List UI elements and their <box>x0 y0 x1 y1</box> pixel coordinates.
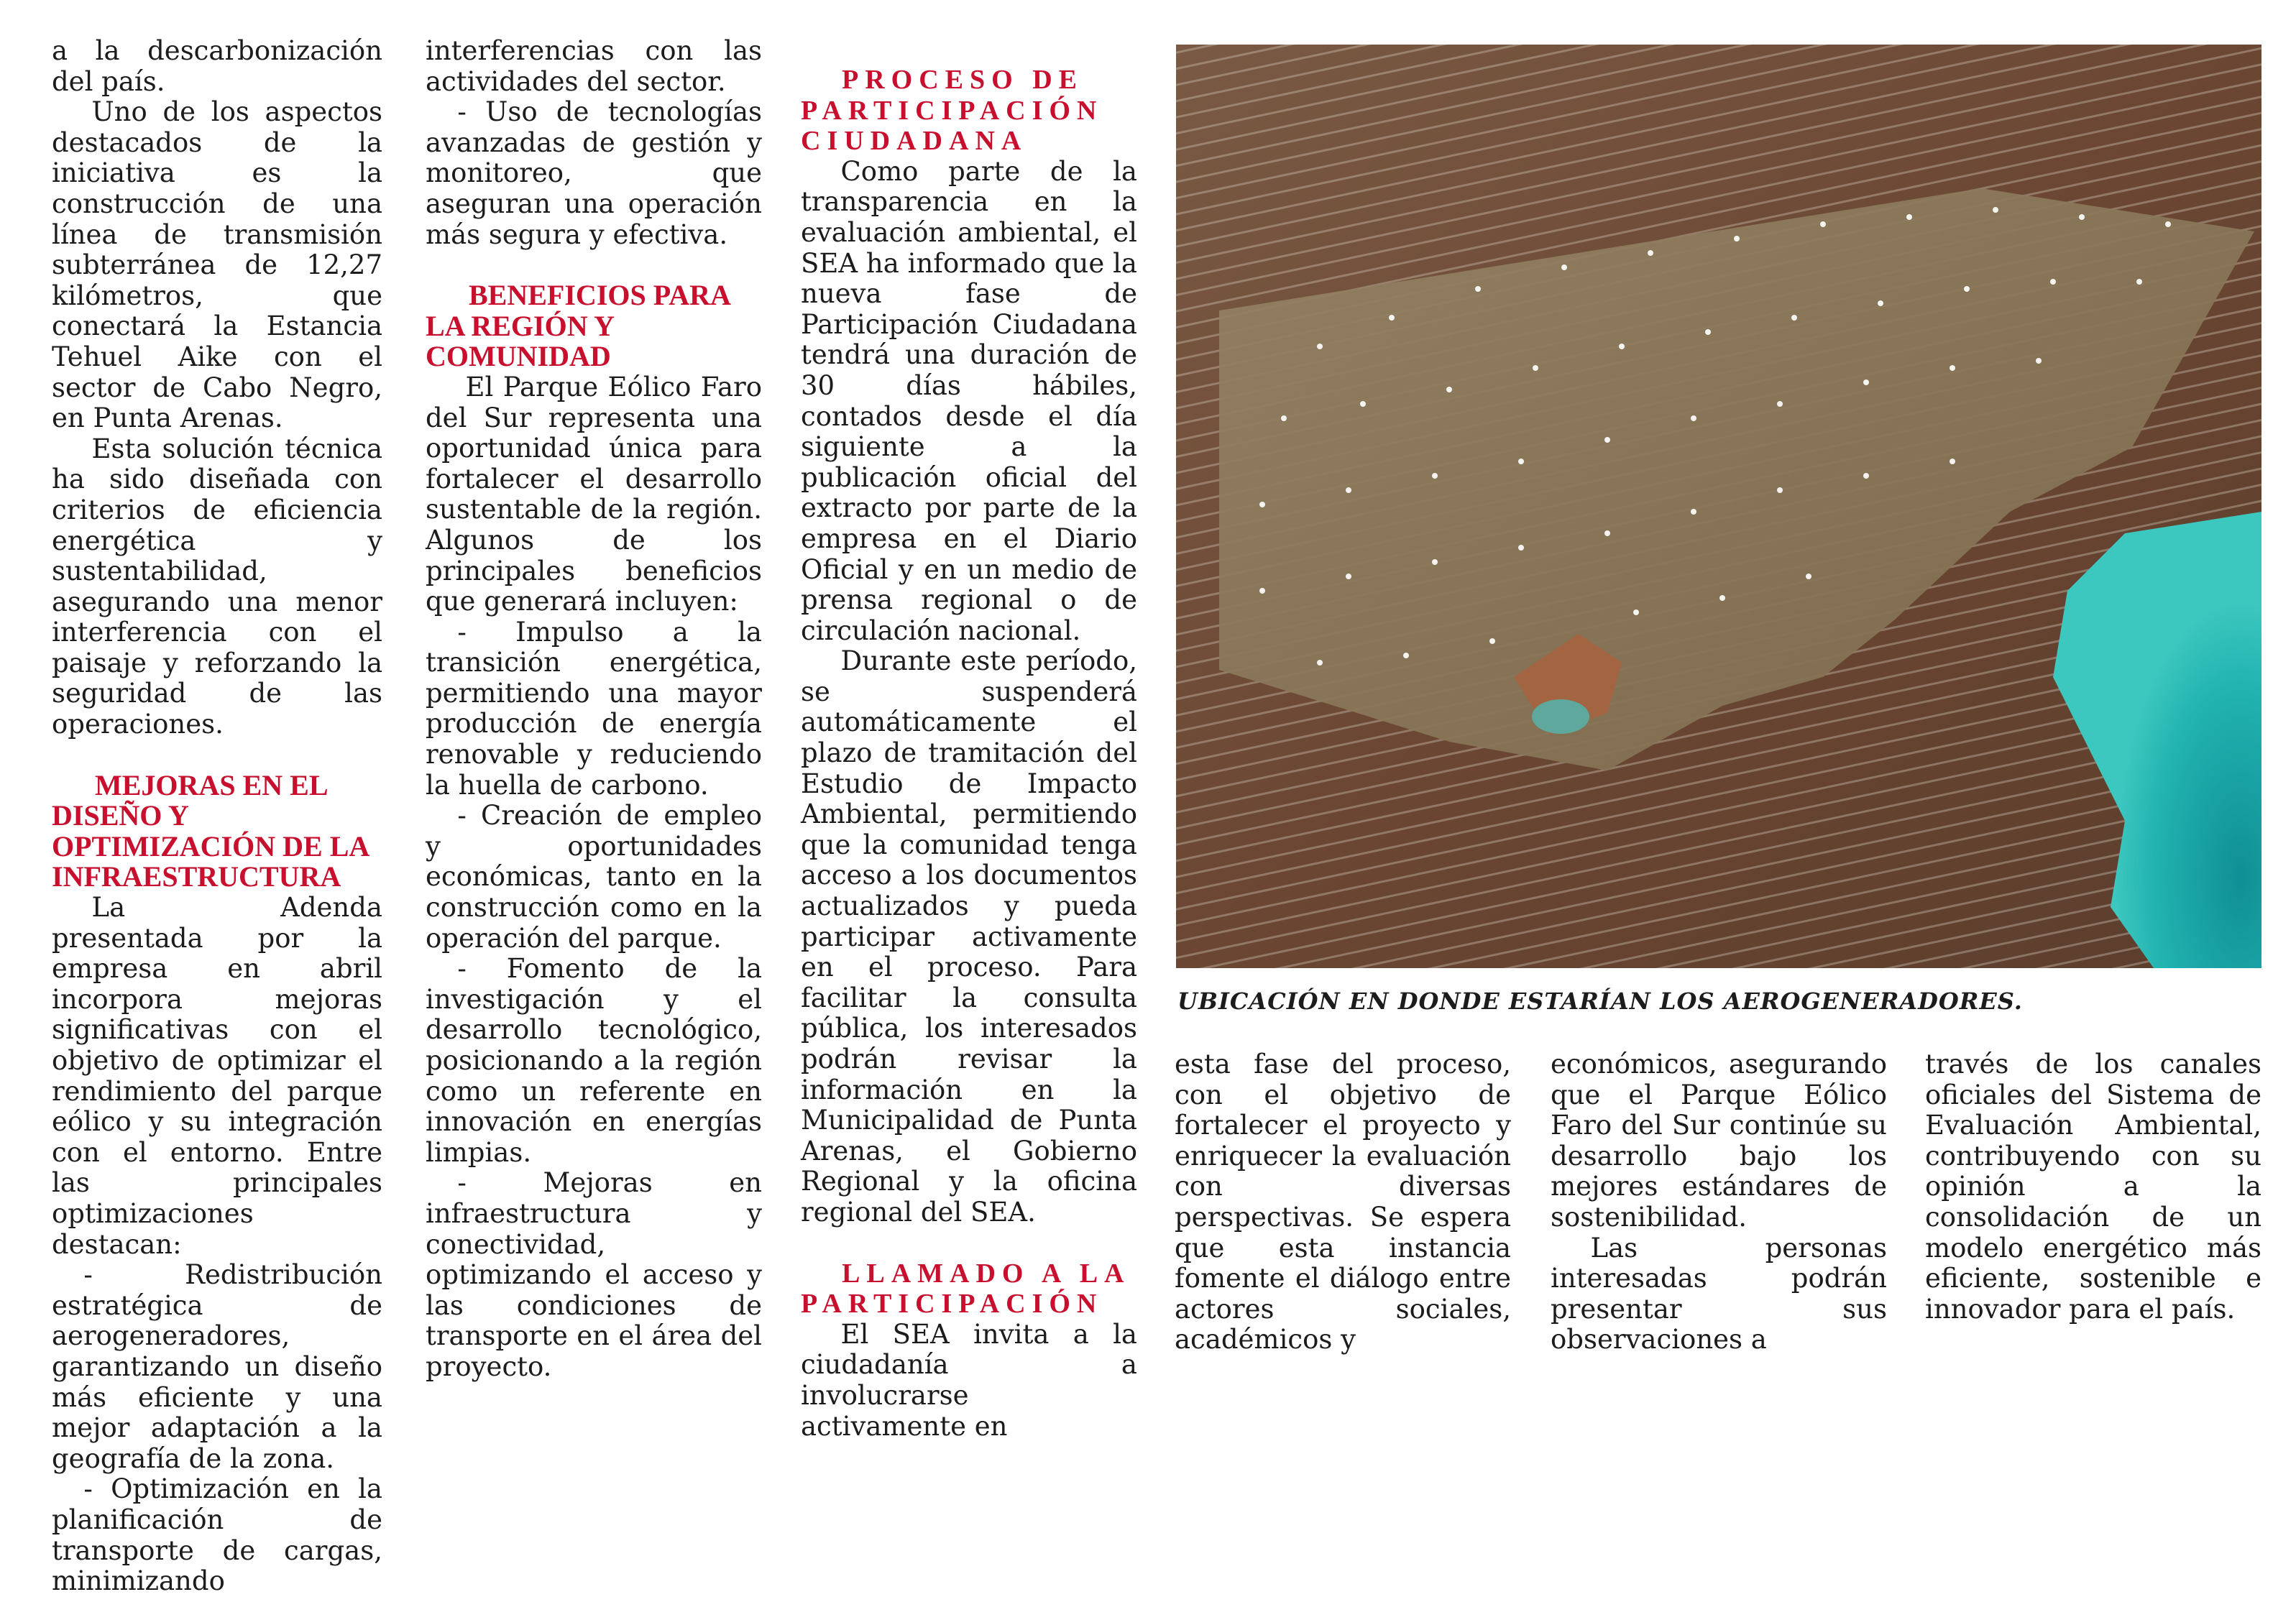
paragraph: económicos, asegurando que el Parque Eólico Faro del Sur continúe su desarrollo bajo los mejores estándares de sostenibilidad. <box>1551 1049 1887 1233</box>
text-column-1 <box>52 35 382 1597</box>
paragraph: El SEA invita a la ciudadanía a involucrarse activamente en <box>801 1318 1137 1442</box>
text-column-3 <box>801 65 1137 1442</box>
spacer <box>52 740 382 770</box>
text-column-4 <box>1175 1049 1511 1356</box>
list-item: - Fomento de la investigación y el desarrollo tecnológico, posicionando a la región como un referente en innovación en energías limpias. <box>426 953 762 1168</box>
paragraph: interferencias con las actividades del sector. <box>426 35 762 97</box>
list-item: - Mejoras en infraestructura y conectividad, optimizando el acceso y las condiciones de transporte en el área del proyecto. <box>426 1167 762 1382</box>
section-heading: BENEFICIOS PARA LA REGIÓN Y COMUNIDAD <box>426 279 730 373</box>
list-item: - Creación de empleo y oportunidades económicas, tanto en la construcción como en la operación del parque. <box>426 800 762 954</box>
paragraph: El Parque Eólico Faro del Sur representa una oportunidad única para fortalecer el desarrollo sustentable de la región. Algunos de los principales beneficios que generará incluyen: <box>426 371 762 617</box>
paragraph: Como parte de la transparencia en la evaluación ambiental, el SEA ha informado que la nueva fase de Participación Ciudadana tendrá una duración de 30 días hábiles, contados desde el día siguiente a la publicación oficial del extracto por parte de la empresa en el Diario Oficial y en un medio de prensa regional o de circulación nacional. <box>801 155 1137 646</box>
paragraph: Esta solución técnica ha sido diseñada con criterios de eficiencia energética y sustentabilidad, asegurando una menor interferencia con el paisaje y reforzando la seguridad de las operaciones. <box>52 433 382 740</box>
paragraph: Durante este período, se suspenderá automáticamente el plazo de tramitación del Estudio de Impacto Ambiental, permitiendo que la comunidad tenga acceso a los documentos actualizados y pueda participar activamente en el proceso. Para facilitar la consulta pública, los interesados podrán revisar la información en la Municipalidad de Punta Arenas, el Gobierno Regional y la oficina regional del SEA. <box>801 645 1137 1228</box>
aerial-photo <box>1176 45 2261 968</box>
section-heading: MEJORAS EN EL DISEÑO Y OPTIMIZACIÓN DE LA INFRAESTRUCTURA <box>52 768 369 893</box>
text-column-6 <box>1925 1049 2261 1330</box>
list-item: - Uso de tecnologías avanzadas de gestión y monitoreo, que aseguran una operación más segura y efectiva. <box>426 96 762 250</box>
paragraph: La Adenda presentada por la empresa en abril incorpora mejoras significativas con el objetivo de optimizar el rendimiento del parque eólico y su integración con el entorno. Entre las principales optimizaciones destacan: <box>52 892 382 1260</box>
section-heading: PROCESO DE PARTICIPACIÓN CIUDADANA <box>801 65 1103 157</box>
list-item: - Impulso a la transición energética, permitiendo una mayor producción de energía renovable y reduciendo la huella de carbono. <box>426 616 762 801</box>
photo-caption: UBICACIÓN EN DONDE ESTARÍAN LOS AEROGENERADORES. <box>1177 988 2023 1015</box>
paragraph: esta fase del proceso, con el objetivo de fortalecer el proyecto y enriquecer la evaluación con diversas perspectivas. Se espera que esta instancia fomente el diálogo entre actores sociales, académicos y <box>1175 1049 1511 1356</box>
list-item: - Optimización en la planificación de transporte de cargas, minimizando <box>52 1473 382 1597</box>
aerial-map-illustration <box>1176 45 2261 968</box>
pond <box>1532 699 1589 734</box>
spacer <box>426 250 762 280</box>
text-column-2 <box>426 35 762 1382</box>
paragraph: Las personas interesadas podrán presentar sus observaciones a <box>1551 1232 1887 1356</box>
section-heading: LLAMADO A LA PARTICIPACIÓN <box>801 1258 1129 1320</box>
paragraph: Uno de los aspectos destacados de la iniciativa es la construcción de una línea de transmisión subterránea de 12,27 kilómetros, que conectará la Estancia Tehuel Aike con el sector de Cabo Negro, en Punta Arenas. <box>52 96 382 434</box>
text-column-5 <box>1551 1049 1887 1356</box>
spacer <box>801 1228 1137 1258</box>
list-item: - Redistribución estratégica de aerogeneradores, garantizando un diseño más eficiente y una mejor adaptación a la geografía de la zona. <box>52 1259 382 1474</box>
paragraph: través de los canales oficiales del Sistema de Evaluación Ambiental, contribuyendo con su opinión a la consolidación de un modelo energético más eficiente, sostenible e innovador para el país. <box>1925 1049 2261 1325</box>
paragraph: a la descarbonización del país. <box>52 35 382 97</box>
